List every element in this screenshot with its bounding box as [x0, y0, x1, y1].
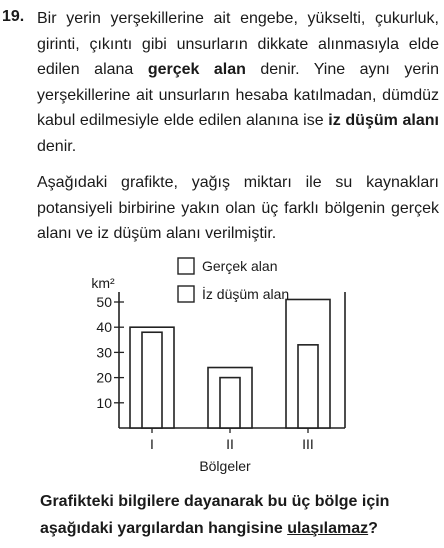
legend-swatch	[178, 258, 194, 274]
bar-iz-dusum-alan	[220, 378, 240, 428]
x-tick-label: I	[150, 436, 154, 452]
question-stem: Grafikteki bilgilere dayanarak bu üç bölge için aşağıdaki yargılardan hangisine ulaşılamaz?	[40, 493, 390, 537]
y-tick-label: 30	[96, 344, 112, 361]
legend-label: Gerçek alan	[202, 258, 278, 274]
y-tick-label: 50	[96, 294, 112, 310]
bar-iz-dusum-alan	[298, 345, 318, 428]
area-comparison-chart	[0, 250, 444, 482]
intro-paragraph: Bir yerin yerşekillerine ait engebe, yükselti, çukurluk, girinti, çıkıntı gibi unsurların dikkate alınmasıyla elde edilen alana gerçek alan denir. Yine aynı yerin yerşekillerine ait unsurların hesaba katılmadan, dümdüz kabul edilmesiyle elde edilen alanına ise iz düşüm alanı denir.	[37, 10, 440, 155]
chart-description-paragraph: Aşağıdaki grafikte, yağış miktarı ile su kaynakları potansiyeli birbirine yakın olan üç farklı bölgenin gerçek alanı ve iz düşüm alanı verilmiştir.	[37, 174, 439, 243]
x-tick-label: III	[302, 436, 314, 452]
bar-iz-dusum-alan	[142, 332, 162, 428]
y-tick-label: 20	[96, 369, 112, 386]
question-number: 19.	[2, 8, 25, 25]
legend-swatch	[178, 286, 194, 302]
x-tick-label: II	[226, 436, 234, 452]
x-axis-label: Bölgeler	[199, 458, 251, 474]
y-tick-label: 10	[96, 394, 112, 411]
y-axis-label: km²	[91, 275, 115, 291]
legend-label: İz düşüm alan	[202, 286, 290, 302]
y-tick-label: 40	[96, 319, 112, 336]
